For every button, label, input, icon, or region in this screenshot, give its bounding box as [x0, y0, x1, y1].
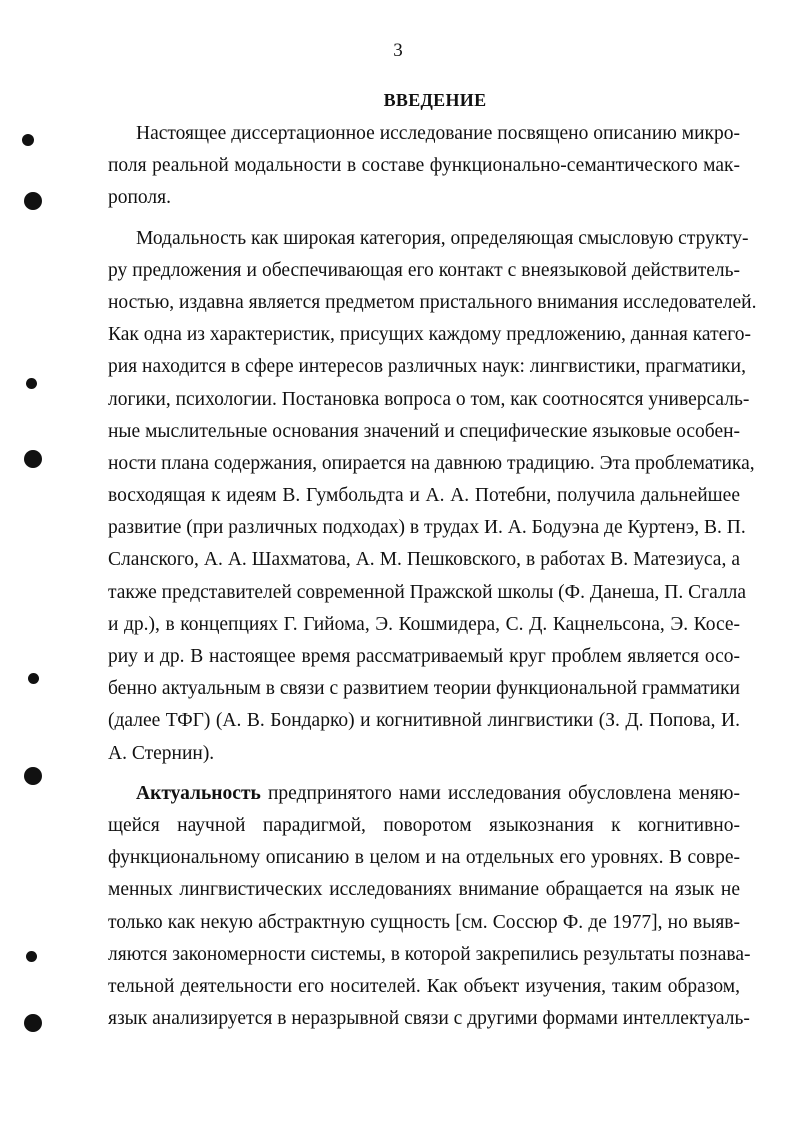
text-line: только как некую абстрактную сущность [см. Соссюр Ф. де 1977], но выяв-	[108, 911, 740, 933]
text-line: восходящая к идеям В. Гумбольдта и А. А. Потебни, получила дальнейшее	[108, 485, 740, 507]
binder-hole-mark	[22, 134, 34, 146]
binder-hole-mark	[26, 378, 37, 389]
section-title: ВВЕДЕНИЕ	[383, 90, 487, 110]
relevance-term: Актуальность	[136, 782, 261, 804]
binder-hole-mark	[24, 450, 42, 468]
binder-hole-mark	[28, 673, 39, 684]
text-line: А. Стернин).	[108, 742, 215, 764]
text-line	[108, 778, 740, 810]
text-line: Как одна из характеристик, присущих каждому предложению, данная катего-	[108, 324, 751, 346]
page-number: 3	[393, 40, 403, 61]
text-line: язык анализируется в неразрывной связи с другими формами интеллектуаль-	[108, 1008, 750, 1030]
document-body	[108, 118, 757, 1035]
text-line: развитие (при различных подходах) в трудах И. А. Бодуэна де Куртенэ, В. П.	[108, 517, 746, 539]
text-line: Модальность как широкая категория, определяющая смысловую структу-	[136, 227, 749, 249]
paragraph-relevance	[108, 778, 751, 1036]
text-line: бенно актуальным в связи с развитием теории функциональной грамматики	[108, 678, 740, 700]
binder-hole-mark	[24, 767, 42, 785]
paragraph-modality	[108, 223, 757, 770]
text-line: риу и др. В настоящее время рассматриваемый круг проблем является осо-	[108, 646, 740, 667]
text-line: ности плана содержания, опирается на давнюю традицию. Эта проблематика,	[108, 452, 755, 474]
text-line: (далее ТФГ) (А. В. Бондарко) и когнитивной лингвистики (З. Д. Попова, И.	[108, 710, 740, 732]
text-line: поля реальной модальности в составе функционально-семантического мак-	[108, 155, 740, 177]
text-line: ляются закономерности системы, в которой закрепились результаты познава-	[108, 943, 751, 965]
text-line: и др.), в концепциях Г. Гийома, Э. Кошмидера, С. Д. Кацнельсона, Э. Косе-	[108, 613, 740, 635]
text-line: ру предложения и обеспечивающая его контакт с внеязыковой действитель-	[108, 259, 740, 281]
text-line: рополя.	[108, 187, 172, 209]
text-line: Сланского, А. А. Шахматова, А. М. Пешковского, в работах В. Матезиуса, а	[108, 549, 740, 571]
binder-hole-mark	[24, 1014, 42, 1032]
text-line: также представителей современной Пражской школы (Ф. Данеша, П. Сгалла	[108, 581, 747, 603]
paragraph-intro	[108, 118, 740, 215]
text-line: функциональному описанию в целом и на отдельных его уровнях. В совре-	[108, 847, 740, 869]
text-line: рия находится в сфере интересов различных наук: лингвистики, прагматики,	[108, 356, 746, 378]
binder-hole-mark	[24, 192, 42, 210]
text-line: ностью, издавна является предметом пристального внимания исследователей.	[108, 291, 757, 313]
binder-hole-mark	[26, 951, 37, 962]
text-line: Настоящее диссертационное исследование посвящено описанию микро-	[136, 123, 740, 144]
text-line: менных лингвистических исследованиях внимание обращается на язык не	[108, 879, 740, 901]
text-line: тельной деятельности его носителей. Как объект изучения, таким образом,	[108, 975, 740, 997]
text-line: щейся научной парадигмой, поворотом языкознания к когнитивно-	[108, 814, 740, 836]
text-span: предпринятого нами исследования обусловлена меняю-	[260, 782, 740, 804]
text-line: логики, психологии. Постановка вопроса о том, как соотносятся универсаль-	[108, 388, 750, 410]
text-line: ные мыслительные основания значений и специфические языковые особен-	[108, 420, 741, 442]
